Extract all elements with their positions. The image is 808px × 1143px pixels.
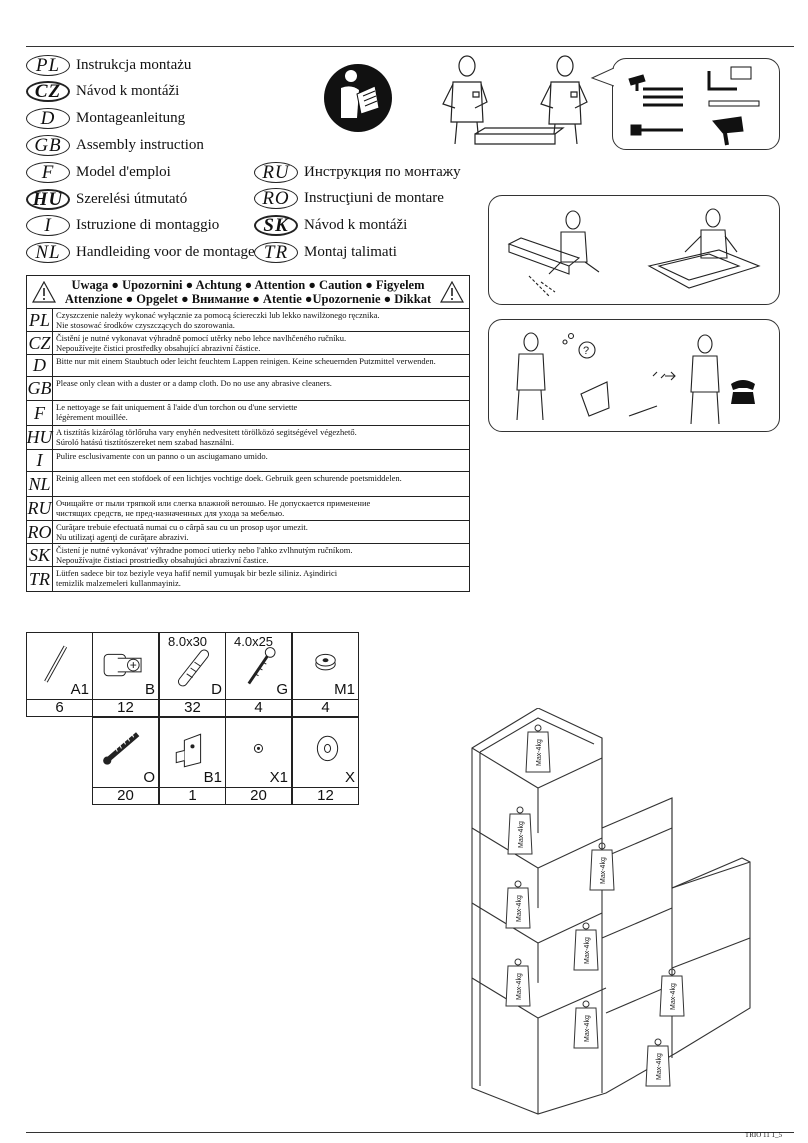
part-code: G [276,681,288,698]
max-weight-icon [506,881,530,928]
cleaning-row-gb [27,377,469,401]
language-row-f [26,160,171,184]
two-person-lifting-panel [488,195,780,305]
part-quantity: 4 [292,699,359,717]
max-weight-label: Max-4kg [584,937,591,964]
part-code: M1 [334,681,355,698]
part-cell-g [225,632,292,700]
part-quantity: 12 [92,699,159,717]
warning-triangle-icon [440,281,464,303]
max-weight-icon [590,843,614,890]
part-cell-b1 [159,717,226,788]
language-row-d [26,107,185,131]
cleaning-text: Очищайте от пыли тряпкой или слегка влажной ветошью. Не допускается применение чистящих средств, не пред-назначенных для ухода за мебелью. [56,498,371,518]
language-row-i [26,214,219,238]
cleaning-language-code: D [27,355,53,376]
two-person-assembly-illustration [435,52,610,148]
part-size: 8.0x30 [168,634,208,649]
part-quantity: 20 [225,787,292,805]
cleaning-language-code: I [27,450,53,471]
part-code: D [211,681,222,698]
cleaning-text: Le nettoyage se fait uniquement â l'aide d'un torchon ou d'une serviette légèrement mouillée. [56,402,298,422]
warning-line-2: Attenzione ● Opgelet ● Внимание ● Atentie ●Upozornenie ● Dikkat [64,292,432,306]
cleaning-text: Pulire esclusivamente con un panno o un asciugamano umido. [56,451,268,461]
part-cell-o [92,717,159,788]
cleaning-language-code: RU [27,498,52,518]
svg-text:?: ? [583,345,590,357]
language-code-badge: PL [26,55,70,76]
part-quantity: 1 [159,787,226,805]
language-title: Montaj talimati [304,243,397,260]
language-code-badge: HU [26,189,70,210]
cleaning-text: Czyszczenie należy wykonać wyłącznie za pomocą ściereczki lub lekko nawilżonego ręcznika. Nie stosować środków czyszczących do szorowania. [56,310,380,330]
cleaning-row-tr [27,567,469,591]
telephone-icon [731,380,755,404]
max-weight-label: Max-4kg [516,895,523,922]
part-quantity: 4 [225,699,292,717]
language-row-gb [26,133,204,157]
call-for-help-panel [488,319,780,432]
max-weight-icon [574,1001,598,1048]
language-row-tr [254,240,397,264]
cleaning-language-code: NL [27,472,53,496]
part-code: B [144,681,155,698]
cleaning-language-code: F [27,401,53,425]
cleaning-text: Lütfen sadece bir toz beziyle veya hafif nemil yumuşak bir bezle siliniz. Aşindirici temizlik malzemeleri kullanmayiniz. [56,568,338,588]
tools-icon [613,59,781,151]
bottom-rule [26,1132,794,1133]
language-row-sk [254,214,407,238]
cleaning-row-nl [27,472,469,497]
cleaning-row-pl [27,309,469,332]
language-title: Assembly instruction [76,136,204,153]
cleaning-rows [27,309,469,591]
language-title: Инструкция по монтажу [304,163,461,180]
max-weight-label: Max-4kg [518,821,525,848]
language-code-badge: SK [254,215,298,236]
max-weight-label: Max-4kg [656,1053,663,1080]
warning-triangle-icon [32,281,56,303]
language-code-badge: NL [26,242,70,263]
cleaning-text: Bitte nur mit einem Staubtuch oder leicht feuchtem Lappen reinigen. Keine scheuernden Putzmittel verwenden. [56,356,436,366]
language-title: Instrucţiuni de montare [304,190,444,207]
cleaning-language-code: SK [27,544,53,566]
cleaning-row-i [27,450,469,472]
part-quantity: 32 [159,699,226,717]
max-weight-label: Max-4kg [670,983,677,1010]
max-weight-icon [646,1039,670,1086]
stair-shelf-illustration [466,708,778,1118]
max-weight-icon [660,969,684,1016]
language-code-badge: TR [254,242,298,263]
language-row-pl [26,53,191,77]
max-weight-icon [574,923,598,970]
document-code: TRIO 11 1_5 [744,1131,782,1139]
language-code-badge: GB [26,135,70,156]
language-code-badge: RO [254,188,298,209]
lifting-illustration [489,196,781,306]
cleaning-text: A tisztítás kizárólag törlőruha vary enyhén nedvesitett törölközó segitségével végezhető. Súroló hatású tisztítószereket nem szabad használni. [56,427,357,447]
language-title: Szerelési útmutató [76,190,188,207]
warning-title [61,278,435,306]
part-code: O [143,769,155,786]
cleaning-row-f [27,401,469,426]
language-title: Handleiding voor de montage [76,244,255,261]
cleaning-row-ru [27,497,469,521]
cleaning-row-cz [27,332,469,355]
language-code-badge: I [26,215,70,236]
max-weight-label: Max-4kg [600,857,607,884]
part-code: X [344,769,355,786]
required-tools-panel [612,58,780,150]
cleaning-language-code: CZ [27,332,53,354]
cleaning-language-code: TR [27,567,53,591]
cleaning-row-ro [27,521,469,544]
part-cell-x1 [225,717,292,788]
language-title: Návod k montáži [76,83,180,100]
cleaning-row-d [27,355,469,377]
language-title: Model d'emploi [76,163,171,180]
max-weight-icon [526,725,550,772]
part-cell-d [159,632,226,700]
language-code-badge: CZ [26,81,70,102]
part-code: X1 [269,769,288,786]
part-size: 4.0x25 [234,634,274,649]
language-title: Montageanleitung [76,110,186,127]
call-for-help-illustration [489,320,781,433]
part-quantity: 6 [26,699,93,717]
speech-pointer-icon [590,66,614,88]
part-cell-m1 [292,632,359,700]
top-rule [26,46,794,47]
cleaning-row-hu [27,426,469,450]
cleaning-language-code: HU [26,427,53,447]
parts-table [26,632,358,804]
warning-header [27,276,469,309]
language-code-badge: RU [254,162,298,183]
cleaning-text: Čistění je nutné vykonavat výhradně pomocí utěrky nebo lehce navlhčeného ručníku. Nepoužívejte čistici prostředky obsahující abrazivní částice. [56,333,347,353]
language-row-nl [26,241,255,265]
cleaning-language-code: GB [27,378,52,398]
language-row-ro [254,187,444,211]
part-code: A1 [70,681,89,698]
cleaning-text: Please only clean with a duster or a damp cloth. Do no use any abrasive cleaners. [56,378,332,388]
language-title: Návod k montáži [304,217,408,234]
part-quantity: 20 [92,787,159,805]
part-cell-b [92,632,159,700]
max-weight-label: Max-4kg [536,739,543,766]
max-weight-label: Max-4kg [516,973,523,1000]
cleaning-language-code: RO [27,521,52,542]
cleaning-row-sk [27,544,469,567]
part-quantity: 12 [292,787,359,805]
read-instructions-icon [323,52,393,146]
cleaning-text: Curăţare trebuie efectuată numai cu o cârpă sau cu un prosop uşor umezit. Nu utilizaţi agenţi de curăţare abrazivi. [56,522,308,542]
part-cell-x [292,717,359,788]
max-weight-icon [508,807,532,854]
language-row-ru [254,160,461,184]
cleaning-text: Čistení je nutné vykonávat' výhradne pomocí utierky nebo l'ahko zvlhnutým ručníkom. Nepoužívajte čistiaci prostriedky obsahujúci abrazivní častice. [56,545,353,565]
language-title: Instrukcja montażu [76,56,192,73]
language-code-badge: F [26,162,70,183]
cleaning-language-code: PL [27,309,53,331]
language-code-badge: D [26,108,70,129]
part-code: B1 [203,769,222,786]
cleaning-instructions-table [26,275,470,592]
max-weight-label: Max-4kg [584,1015,591,1042]
warning-line-1: Uwaga ● Upozornini ● Achtung ● Attention ● Caution ● Figyelem [71,278,425,292]
language-title: Istruzione di montaggio [76,217,220,234]
language-row-cz [26,80,179,104]
cleaning-text: Reinig alleen met een stofdoek of een lichtjes vochtige doek. Gebruik geen schurende poetsmiddelen. [56,473,402,483]
part-cell-a1 [26,632,93,700]
max-weight-icon [506,959,530,1006]
language-row-hu [26,187,187,211]
